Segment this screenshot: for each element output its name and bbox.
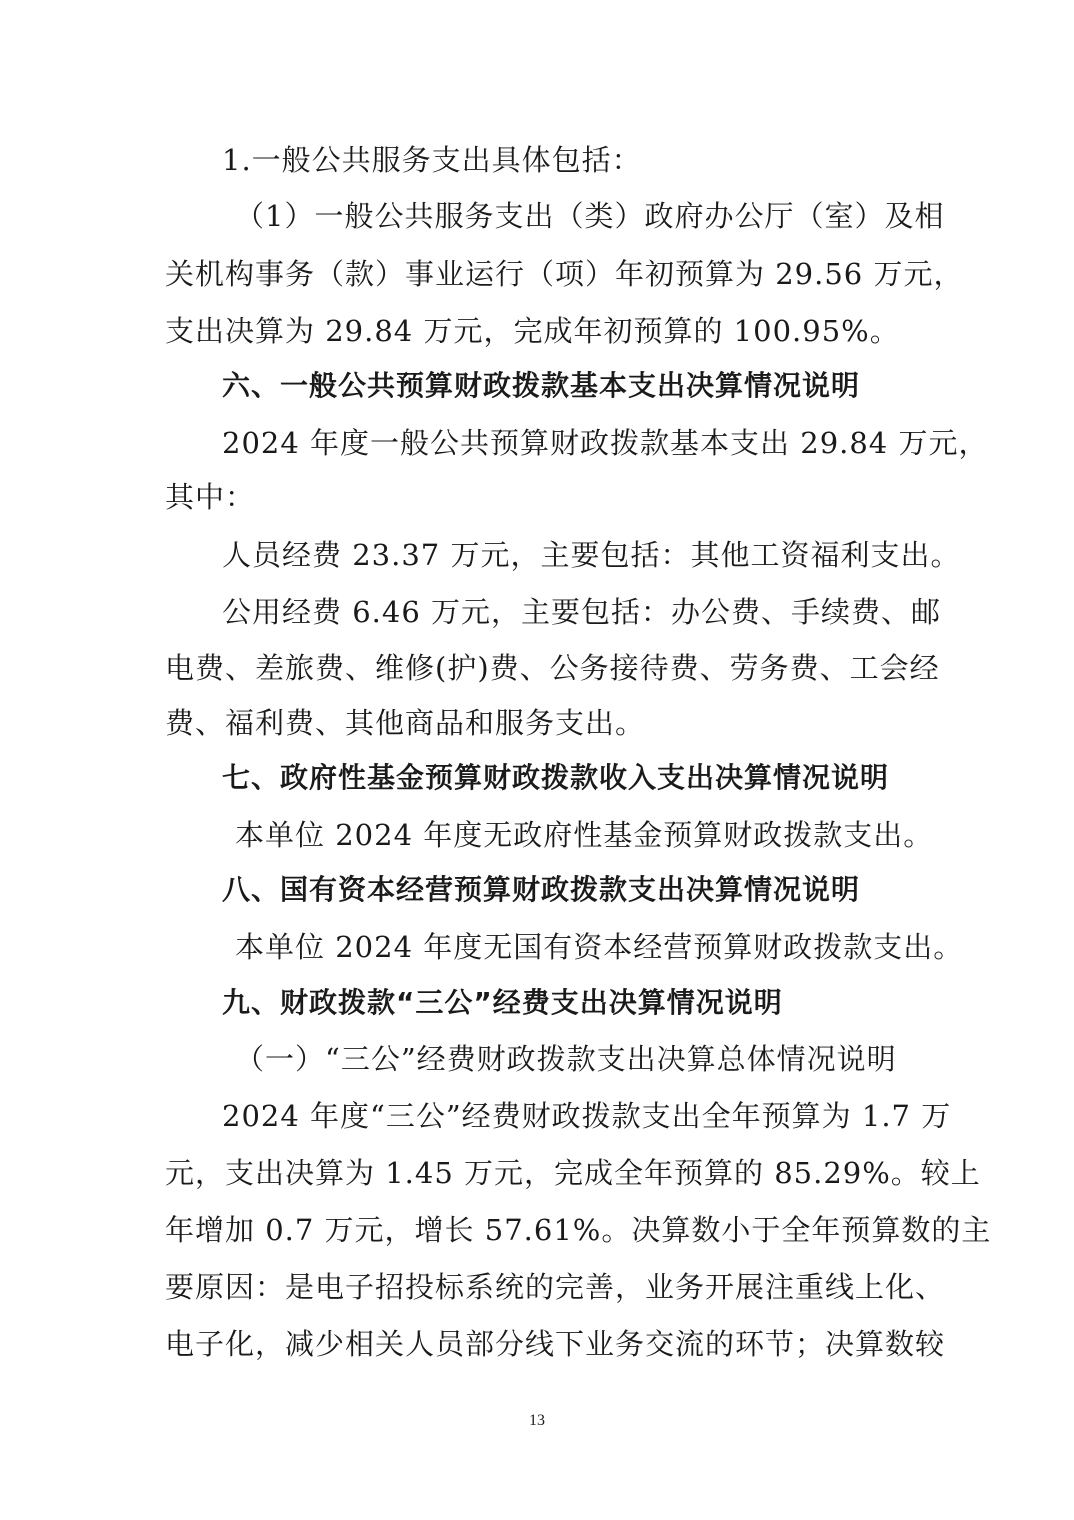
page-number: 13	[529, 1412, 545, 1429]
paragraph-line: 公用经费 6.46 万元，主要包括：办公费、手续费、邮	[222, 595, 942, 629]
paragraph-line: 费、福利费、其他商品和服务支出。	[165, 706, 646, 740]
section-heading: 七、政府性基金预算财政拨款收入支出决算情况说明	[222, 761, 890, 794]
section-heading: 六、一般公共预算财政拨款基本支出决算情况说明	[222, 369, 861, 402]
section-heading: 八、国有资本经营预算财政拨款支出决算情况说明	[222, 873, 861, 906]
paragraph-line: 电子化，减少相关人员部分线下业务交流的环节；决算数较	[165, 1327, 946, 1361]
paragraph-line: 电费、差旅费、维修(护)费、公务接待费、劳务费、工会经	[165, 651, 940, 685]
paragraph-line: （1）一般公共服务支出（类）政府办公厅（室）及相	[235, 199, 945, 233]
paragraph-line: 2024 年度一般公共预算财政拨款基本支出 29.84 万元，	[222, 426, 989, 460]
subsection-heading: （一）“三公”经费财政拨款支出决算总体情况说明	[235, 1042, 897, 1076]
paragraph-line: 要原因：是电子招投标系统的完善，业务开展注重线上化、	[165, 1270, 946, 1304]
paragraph-line: 2024 年度“三公”经费财政拨款支出全年预算为 1.7 万	[222, 1099, 952, 1133]
section-heading: 九、财政拨款“三公”经费支出决算情况说明	[222, 986, 783, 1019]
paragraph-line: 人员经费 23.37 万元，主要包括：其他工资福利支出。	[222, 538, 961, 572]
paragraph-line: 1.一般公共服务支出具体包括：	[222, 143, 642, 177]
paragraph-line: 元，支出决算为 1.45 万元，完成全年预算的 85.29%。较上	[165, 1156, 981, 1190]
paragraph-line: 年增加 0.7 万元，增长 57.61%。决算数小于全年预算数的主	[165, 1213, 992, 1247]
paragraph-line: 本单位 2024 年度无国有资本经营预算财政拨款支出。	[235, 930, 964, 964]
paragraph-line: 关机构事务（款）事业运行（项）年初预算为 29.56 万元，	[165, 257, 964, 291]
paragraph-line: 本单位 2024 年度无政府性基金预算财政拨款支出。	[235, 818, 934, 852]
paragraph-line: 支出决算为 29.84 万元，完成年初预算的 100.95%。	[165, 314, 900, 348]
paragraph-line: 其中：	[165, 480, 256, 514]
